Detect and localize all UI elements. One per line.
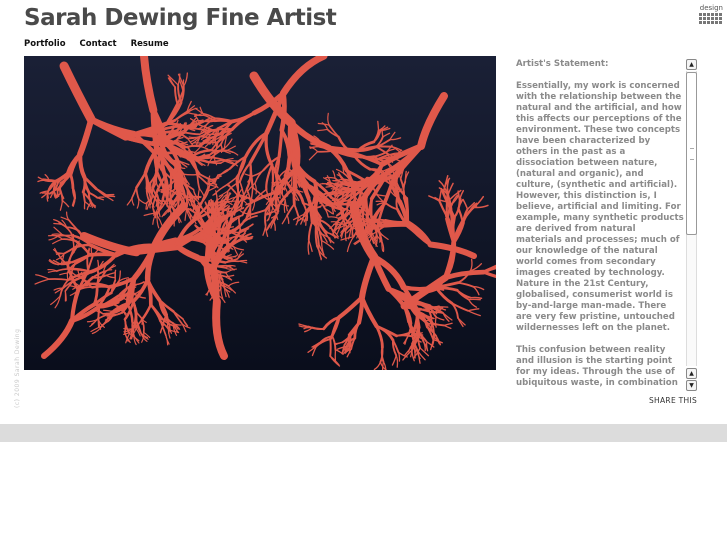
coral-branch [396, 197, 397, 209]
nav-contact[interactable]: Contact [79, 39, 117, 49]
nav-resume[interactable]: Resume [130, 39, 169, 49]
arrow-up-icon[interactable]: ▲ [686, 59, 697, 70]
coral-branch [265, 210, 266, 225]
coral-branch [282, 93, 285, 130]
arrow-up-icon[interactable]: ▲ [686, 368, 697, 379]
design-logo-grid-icon [699, 13, 723, 24]
coral-branch [49, 279, 68, 280]
coral-branch [170, 188, 171, 199]
footer-bar [0, 424, 727, 442]
design-logo-text: design [699, 4, 723, 12]
coral-branch [214, 263, 217, 302]
coral-branch [57, 191, 58, 197]
coral-branch [115, 270, 116, 280]
statement-heading: Artist's Statement: [516, 59, 609, 69]
arrow-down-icon[interactable]: ▼ [686, 380, 697, 391]
coral-branch [227, 201, 238, 202]
main-nav [24, 39, 169, 49]
coral-branch [124, 329, 133, 330]
artist-statement[interactable] [516, 59, 684, 391]
share-this-link[interactable]: SHARE THIS [649, 396, 698, 405]
nav-portfolio[interactable]: Portfolio [24, 39, 66, 49]
coral-branch [98, 260, 99, 270]
coral-branch [417, 313, 418, 331]
coral-branch [97, 197, 104, 198]
coral-branch [383, 362, 384, 370]
coral-branch [435, 317, 436, 327]
statement-paragraph-1: Essentially, my work is concerned with the relationship between the natural and the artificial, and how this affects our perceptions of the environment. These two concepts have been characterized by others in the past as a dissociation between nature, (natural and organic), and culture, (synthetic and artificial). However, this distinction is, I believe, artificial and limiting. For example, many synthetic products are derived from natural materials and processes; much of our knowledge of the natural world comes from secondary images created by technology. Nature in the 21st Century, globalised, consumerist world is by-and-large man-made. There are very few pristine, untouched wildernesses left on the planet. [516, 81, 684, 333]
coral-branch [191, 157, 211, 158]
coral-branch [453, 217, 455, 242]
statement-paragraph-2: This confusion between reality and illusion is the starting point for my ideas. Through the use of ubiquitous waste, in combination [516, 345, 678, 388]
coral-branch [215, 121, 233, 122]
site-title: Sarah Dewing Fine Artist [24, 5, 337, 31]
coral-branch [378, 121, 379, 130]
coral-branch [384, 225, 407, 226]
coral-branch [326, 178, 335, 179]
coral-branch [87, 257, 88, 271]
coral-branch [308, 240, 309, 254]
statement-scrollbar[interactable] [686, 59, 697, 391]
coral-branches-image [24, 56, 496, 370]
coral-branch [184, 174, 196, 175]
design-logo[interactable] [697, 4, 723, 26]
copyright-text: (c) 2009 Sarah Dewing [14, 328, 21, 408]
artwork-image [24, 56, 496, 370]
coral-branch [226, 265, 235, 266]
scrollbar-thumb[interactable] [686, 72, 697, 235]
grip-icon [690, 148, 694, 160]
